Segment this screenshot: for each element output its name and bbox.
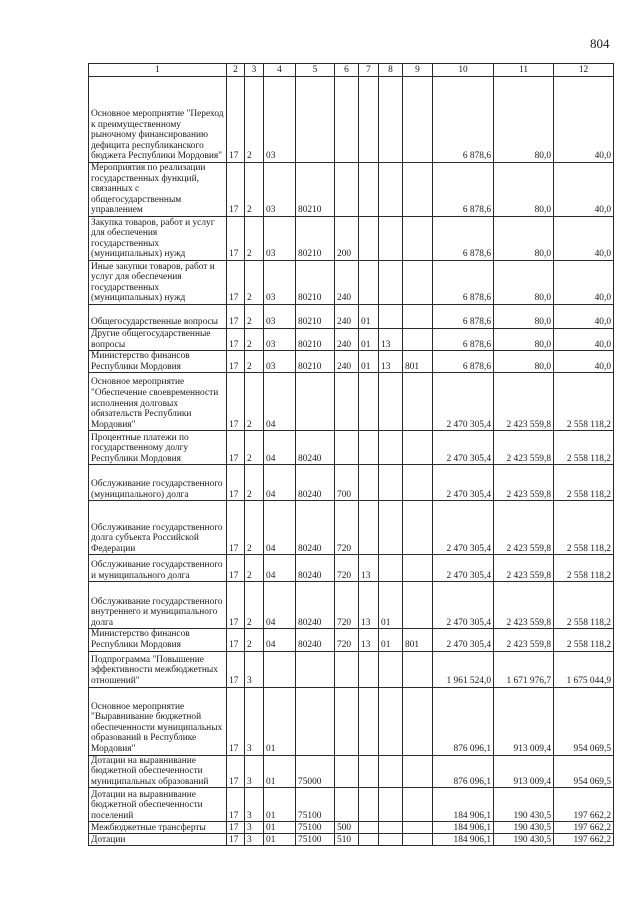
code-cell-2: 17: [227, 501, 245, 555]
code-cell-6: 720: [335, 629, 359, 651]
code-cell-2: 17: [227, 755, 245, 788]
code-cell-2: 17: [227, 651, 245, 687]
code-cell-6: 240: [335, 304, 359, 328]
code-cell-5: 80210: [296, 260, 335, 304]
code-cell-7: [359, 755, 379, 788]
row-name-cell: Основное мероприятие "Выравнивание бюджетной обеспеченности муниципальных образований в Республике Мордовия": [89, 687, 227, 755]
code-cell-9: [403, 373, 433, 431]
row-name-cell: Обслуживание государственного внутреннего и муниципального долга: [89, 582, 227, 629]
code-cell-8: [379, 304, 403, 328]
amount-cell-11: 190 430,5: [494, 822, 554, 834]
column-header-4: 4: [264, 64, 296, 77]
amount-cell-10: 2 470 305,4: [433, 465, 494, 501]
code-cell-6: 240: [335, 260, 359, 304]
page-number: 804: [590, 36, 610, 51]
row-name-cell: Общегосударственные вопросы: [89, 304, 227, 328]
code-cell-9: [403, 755, 433, 788]
amount-cell-11: 80,0: [494, 77, 554, 163]
column-header-8: 8: [379, 64, 403, 77]
code-cell-4: 03: [264, 351, 296, 373]
code-cell-2: 17: [227, 834, 245, 846]
table-row: [89, 431, 614, 465]
code-cell-5: 80240: [296, 431, 335, 465]
code-cell-8: [379, 260, 403, 304]
code-cell-2: 17: [227, 304, 245, 328]
code-cell-7: 01: [359, 304, 379, 328]
code-cell-4: 01: [264, 788, 296, 822]
code-cell-2: 17: [227, 328, 245, 350]
amount-cell-10: 2 470 305,4: [433, 582, 494, 629]
code-cell-5: 75100: [296, 788, 335, 822]
code-cell-7: 13: [359, 629, 379, 651]
code-cell-6: 240: [335, 351, 359, 373]
code-cell-5: 75100: [296, 834, 335, 846]
code-cell-8: 13: [379, 351, 403, 373]
code-cell-7: 01: [359, 328, 379, 350]
amount-cell-11: 80,0: [494, 163, 554, 217]
amount-cell-10: 6 878,6: [433, 351, 494, 373]
code-cell-6: 500: [335, 822, 359, 834]
amount-cell-12: 197 662,2: [554, 788, 614, 822]
code-cell-6: 700: [335, 465, 359, 501]
amount-cell-12: 197 662,2: [554, 834, 614, 846]
amount-cell-11: 80,0: [494, 260, 554, 304]
code-cell-6: [335, 755, 359, 788]
budget-table: [88, 63, 614, 846]
table-row: [89, 501, 614, 555]
column-header-3: 3: [245, 64, 264, 77]
code-cell-3: 3: [245, 788, 264, 822]
code-cell-5: 80240: [296, 629, 335, 651]
amount-cell-12: 40,0: [554, 351, 614, 373]
code-cell-3: 2: [245, 216, 264, 260]
code-cell-4: 04: [264, 555, 296, 582]
amount-cell-12: 40,0: [554, 328, 614, 350]
code-cell-4: 04: [264, 373, 296, 431]
code-cell-6: 510: [335, 834, 359, 846]
code-cell-8: 01: [379, 582, 403, 629]
amount-cell-11: 190 430,5: [494, 788, 554, 822]
amount-cell-10: 2 470 305,4: [433, 555, 494, 582]
code-cell-7: [359, 77, 379, 163]
amount-cell-10: 2 470 305,4: [433, 501, 494, 555]
code-cell-2: 17: [227, 582, 245, 629]
code-cell-5: 80210: [296, 351, 335, 373]
row-name-cell: Межбюджетные трансферты: [89, 822, 227, 834]
code-cell-6: [335, 651, 359, 687]
table-row: [89, 373, 614, 431]
code-cell-4: 04: [264, 501, 296, 555]
code-cell-3: 3: [245, 651, 264, 687]
code-cell-4: 03: [264, 163, 296, 217]
code-cell-2: 17: [227, 555, 245, 582]
code-cell-6: 720: [335, 555, 359, 582]
amount-cell-10: 2 470 305,4: [433, 629, 494, 651]
code-cell-6: [335, 431, 359, 465]
code-cell-6: 720: [335, 501, 359, 555]
amount-cell-11: 2 423 559,8: [494, 629, 554, 651]
code-cell-3: 3: [245, 755, 264, 788]
amount-cell-12: 40,0: [554, 77, 614, 163]
amount-cell-11: 2 423 559,8: [494, 501, 554, 555]
row-name-cell: Основное мероприятие "Переход к преимущественному рыночному финансированию дефицита республиканского бюджета Республики Мордовия": [89, 77, 227, 163]
amount-cell-10: 876 096,1: [433, 687, 494, 755]
code-cell-8: [379, 77, 403, 163]
code-cell-8: 13: [379, 328, 403, 350]
code-cell-3: 2: [245, 465, 264, 501]
column-header-5: 5: [296, 64, 335, 77]
column-header-1: 1: [89, 64, 227, 77]
code-cell-8: [379, 687, 403, 755]
code-cell-9: [403, 431, 433, 465]
amount-cell-11: 190 430,5: [494, 834, 554, 846]
code-cell-3: 3: [245, 687, 264, 755]
code-cell-9: [403, 651, 433, 687]
code-cell-4: 04: [264, 629, 296, 651]
amount-cell-12: 954 069,5: [554, 687, 614, 755]
code-cell-4: 03: [264, 216, 296, 260]
table-row: [89, 788, 614, 822]
code-cell-5: 80210: [296, 304, 335, 328]
code-cell-3: 2: [245, 77, 264, 163]
code-cell-8: 01: [379, 629, 403, 651]
code-cell-9: [403, 328, 433, 350]
table-row: [89, 465, 614, 501]
code-cell-2: 17: [227, 216, 245, 260]
code-cell-9: 801: [403, 351, 433, 373]
code-cell-2: 17: [227, 373, 245, 431]
amount-cell-10: 6 878,6: [433, 328, 494, 350]
amount-cell-11: 2 423 559,8: [494, 431, 554, 465]
amount-cell-12: 2 558 118,2: [554, 555, 614, 582]
code-cell-4: 03: [264, 304, 296, 328]
code-cell-8: [379, 651, 403, 687]
code-cell-4: 01: [264, 822, 296, 834]
code-cell-9: [403, 822, 433, 834]
row-name-cell: Подпрограмма "Повышение эффективности межбюджетных отношений": [89, 651, 227, 687]
amount-cell-10: 1 961 524,0: [433, 651, 494, 687]
table-row: [89, 755, 614, 788]
code-cell-4: 01: [264, 755, 296, 788]
table-row: [89, 77, 614, 163]
code-cell-6: [335, 163, 359, 217]
code-cell-7: [359, 216, 379, 260]
code-cell-2: 17: [227, 629, 245, 651]
code-cell-7: [359, 788, 379, 822]
amount-cell-12: 197 662,2: [554, 822, 614, 834]
code-cell-7: [359, 834, 379, 846]
code-cell-6: 200: [335, 216, 359, 260]
code-cell-5: [296, 687, 335, 755]
amount-cell-11: 80,0: [494, 351, 554, 373]
amount-cell-10: 6 878,6: [433, 304, 494, 328]
code-cell-2: 17: [227, 431, 245, 465]
row-name-cell: Основное мероприятие "Обеспечение своевременности исполнения долговых обязательств Республики Мордовия": [89, 373, 227, 431]
code-cell-4: 03: [264, 260, 296, 304]
code-cell-9: [403, 555, 433, 582]
amount-cell-11: 80,0: [494, 216, 554, 260]
code-cell-9: [403, 77, 433, 163]
code-cell-7: [359, 373, 379, 431]
code-cell-6: 720: [335, 582, 359, 629]
code-cell-3: 2: [245, 501, 264, 555]
table-row: [89, 687, 614, 755]
column-header-2: 2: [227, 64, 245, 77]
amount-cell-12: 40,0: [554, 216, 614, 260]
code-cell-5: 80240: [296, 465, 335, 501]
code-cell-6: 240: [335, 328, 359, 350]
code-cell-9: [403, 465, 433, 501]
amount-cell-12: 1 675 044,9: [554, 651, 614, 687]
code-cell-6: [335, 687, 359, 755]
amount-cell-12: 2 558 118,2: [554, 582, 614, 629]
code-cell-2: 17: [227, 822, 245, 834]
code-cell-8: [379, 216, 403, 260]
amount-cell-12: 2 558 118,2: [554, 373, 614, 431]
code-cell-7: [359, 501, 379, 555]
code-cell-4: [264, 651, 296, 687]
code-cell-2: 17: [227, 465, 245, 501]
row-name-cell: Обслуживание государственного (муниципального) долга: [89, 465, 227, 501]
code-cell-5: [296, 373, 335, 431]
amount-cell-10: 6 878,6: [433, 77, 494, 163]
code-cell-3: 2: [245, 373, 264, 431]
amount-cell-12: 2 558 118,2: [554, 431, 614, 465]
table-row: [89, 822, 614, 834]
code-cell-3: 2: [245, 328, 264, 350]
code-cell-7: [359, 431, 379, 465]
column-header-7: 7: [359, 64, 379, 77]
amount-cell-12: 40,0: [554, 304, 614, 328]
code-cell-9: 801: [403, 629, 433, 651]
code-cell-3: 3: [245, 834, 264, 846]
code-cell-7: [359, 465, 379, 501]
code-cell-6: [335, 788, 359, 822]
amount-cell-12: 2 558 118,2: [554, 465, 614, 501]
code-cell-3: 2: [245, 555, 264, 582]
amount-cell-11: 80,0: [494, 304, 554, 328]
code-cell-7: 13: [359, 582, 379, 629]
code-cell-5: 75000: [296, 755, 335, 788]
code-cell-9: [403, 501, 433, 555]
amount-cell-12: 40,0: [554, 260, 614, 304]
code-cell-8: [379, 163, 403, 217]
code-cell-9: [403, 788, 433, 822]
column-header-11: 11: [494, 64, 554, 77]
code-cell-4: 03: [264, 77, 296, 163]
amount-cell-11: 2 423 559,8: [494, 465, 554, 501]
code-cell-5: 80240: [296, 501, 335, 555]
row-name-cell: Иные закупки товаров, работ и услуг для обеспечения государственных (муниципальных) нужд: [89, 260, 227, 304]
table-row: [89, 304, 614, 328]
table-body: [89, 77, 614, 846]
table-row: [89, 163, 614, 217]
code-cell-7: [359, 260, 379, 304]
table-row: [89, 834, 614, 846]
code-cell-4: 01: [264, 687, 296, 755]
code-cell-6: [335, 77, 359, 163]
amount-cell-11: 1 671 976,7: [494, 651, 554, 687]
row-name-cell: Мероприятия по реализации государственных функций, связанных с общегосударственным управлением: [89, 163, 227, 217]
code-cell-7: [359, 687, 379, 755]
code-cell-4: 04: [264, 431, 296, 465]
code-cell-8: [379, 822, 403, 834]
code-cell-6: [335, 373, 359, 431]
code-cell-5: 75100: [296, 822, 335, 834]
code-cell-4: 04: [264, 582, 296, 629]
code-cell-9: [403, 834, 433, 846]
amount-cell-10: 2 470 305,4: [433, 373, 494, 431]
code-cell-5: 80210: [296, 328, 335, 350]
amount-cell-11: 2 423 559,8: [494, 582, 554, 629]
row-name-cell: Министерство финансов Республики Мордовия: [89, 629, 227, 651]
row-name-cell: Дотации: [89, 834, 227, 846]
amount-cell-10: 6 878,6: [433, 163, 494, 217]
code-cell-2: 17: [227, 687, 245, 755]
code-cell-7: 13: [359, 555, 379, 582]
code-cell-3: 2: [245, 304, 264, 328]
row-name-cell: Дотации на выравнивание бюджетной обеспеченности поселений: [89, 788, 227, 822]
amount-cell-10: 6 878,6: [433, 260, 494, 304]
amount-cell-10: 2 470 305,4: [433, 431, 494, 465]
code-cell-2: 17: [227, 260, 245, 304]
code-cell-4: 01: [264, 834, 296, 846]
amount-cell-11: 80,0: [494, 328, 554, 350]
code-cell-9: [403, 216, 433, 260]
code-cell-7: 01: [359, 351, 379, 373]
amount-cell-10: 184 906,1: [433, 834, 494, 846]
code-cell-9: [403, 260, 433, 304]
column-header-12: 12: [554, 64, 614, 77]
code-cell-3: 2: [245, 431, 264, 465]
code-cell-3: 2: [245, 351, 264, 373]
code-cell-5: [296, 77, 335, 163]
code-cell-8: [379, 555, 403, 582]
code-cell-9: [403, 582, 433, 629]
header-row: [89, 64, 614, 77]
amount-cell-11: 2 423 559,8: [494, 373, 554, 431]
table-row: [89, 216, 614, 260]
column-header-6: 6: [335, 64, 359, 77]
code-cell-8: [379, 834, 403, 846]
code-cell-8: [379, 788, 403, 822]
amount-cell-11: 913 009,4: [494, 687, 554, 755]
code-cell-4: 03: [264, 328, 296, 350]
amount-cell-12: 954 069,5: [554, 755, 614, 788]
table-row: [89, 651, 614, 687]
table-row: [89, 582, 614, 629]
amount-cell-10: 184 906,1: [433, 788, 494, 822]
code-cell-5: [296, 651, 335, 687]
code-cell-8: [379, 465, 403, 501]
code-cell-7: [359, 651, 379, 687]
code-cell-9: [403, 687, 433, 755]
amount-cell-12: 2 558 118,2: [554, 501, 614, 555]
table-row: [89, 351, 614, 373]
code-cell-2: 17: [227, 77, 245, 163]
code-cell-8: [379, 373, 403, 431]
code-cell-8: [379, 755, 403, 788]
code-cell-8: [379, 431, 403, 465]
code-cell-2: 17: [227, 351, 245, 373]
table-row: [89, 555, 614, 582]
code-cell-3: 2: [245, 629, 264, 651]
row-name-cell: Обслуживание государственного и муниципального долга: [89, 555, 227, 582]
code-cell-5: 80210: [296, 216, 335, 260]
row-name-cell: Дотации на выравнивание бюджетной обеспеченности муниципальных образований: [89, 755, 227, 788]
amount-cell-10: 184 906,1: [433, 822, 494, 834]
code-cell-7: [359, 822, 379, 834]
code-cell-4: 04: [264, 465, 296, 501]
code-cell-3: 2: [245, 260, 264, 304]
amount-cell-10: 876 096,1: [433, 755, 494, 788]
row-name-cell: Обслуживание государственного долга субъекта Российской Федерации: [89, 501, 227, 555]
table-row: [89, 328, 614, 350]
code-cell-9: [403, 163, 433, 217]
code-cell-9: [403, 304, 433, 328]
amount-cell-10: 6 878,6: [433, 216, 494, 260]
column-header-9: 9: [403, 64, 433, 77]
column-header-10: 10: [433, 64, 494, 77]
code-cell-3: 2: [245, 163, 264, 217]
row-name-cell: Другие общегосударственные вопросы: [89, 328, 227, 350]
amount-cell-12: 2 558 118,2: [554, 629, 614, 651]
code-cell-5: 80240: [296, 555, 335, 582]
table-row: [89, 260, 614, 304]
code-cell-3: 2: [245, 582, 264, 629]
code-cell-7: [359, 163, 379, 217]
row-name-cell: Процентные платежи по государственному долгу Республики Мордовия: [89, 431, 227, 465]
amount-cell-11: 2 423 559,8: [494, 555, 554, 582]
code-cell-5: 80240: [296, 582, 335, 629]
code-cell-8: [379, 501, 403, 555]
row-name-cell: Министерство финансов Республики Мордовия: [89, 351, 227, 373]
code-cell-3: 3: [245, 822, 264, 834]
row-name-cell: Закупка товаров, работ и услуг для обеспечения государственных (муниципальных) нужд: [89, 216, 227, 260]
amount-cell-11: 913 009,4: [494, 755, 554, 788]
code-cell-2: 17: [227, 163, 245, 217]
code-cell-5: 80210: [296, 163, 335, 217]
table-row: [89, 629, 614, 651]
code-cell-2: 17: [227, 788, 245, 822]
amount-cell-12: 40,0: [554, 163, 614, 217]
